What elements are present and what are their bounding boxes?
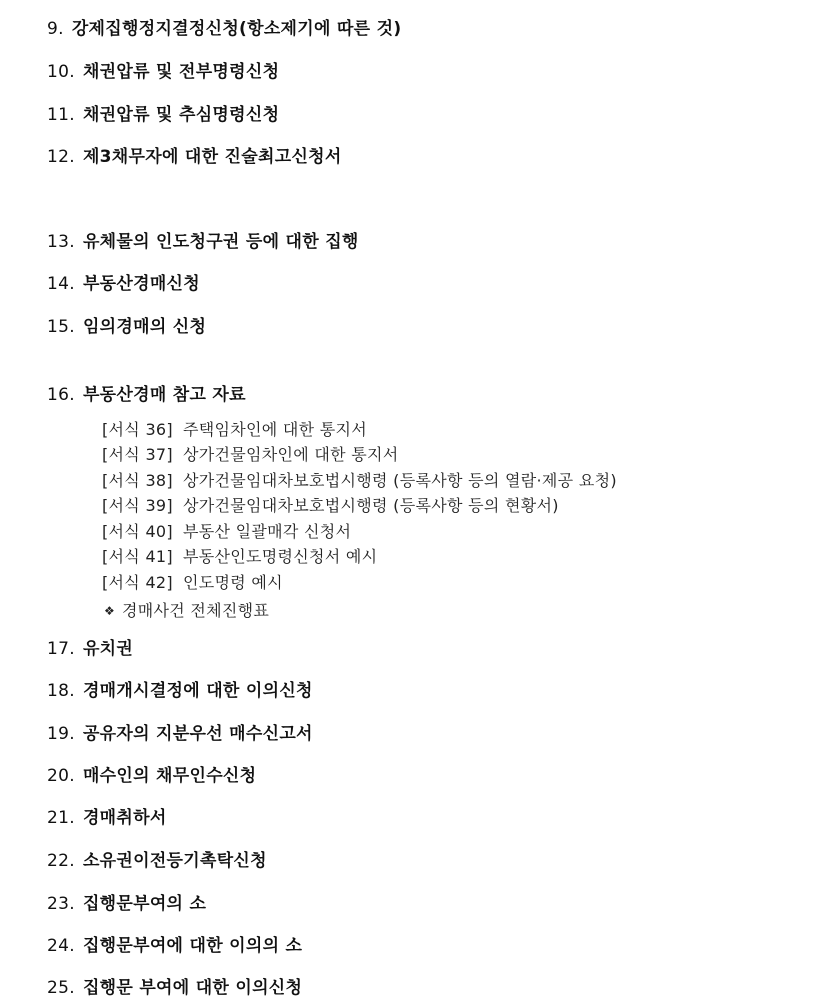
item-number: 24. [47,936,75,956]
item-title: 임의경매의 신청 [82,317,207,337]
item-title: 집행문부여에 대한 이의의 소 [82,936,303,956]
form-item-37 [102,445,399,465]
form-code: [서식 41] [102,547,173,566]
form-title: 상가건물임차인에 대한 통지서 [182,445,399,464]
item-number: 23. [47,894,75,914]
item-title: 집행문부여의 소 [82,894,207,914]
toc-item-24 [47,935,302,957]
item-title: 경매취하서 [82,808,167,828]
item-number: 11. [47,105,75,125]
toc-item-13 [47,231,359,253]
form-title: 부동산인도명령신청서 예시 [182,547,378,566]
item-number: 18. [47,681,75,701]
item-number: 10. [47,62,75,82]
toc-item-17 [47,638,133,660]
form-title: 부동산 일괄매각 신청서 [182,522,352,541]
form-title: 주택임차인에 대한 통지서 [182,420,368,439]
toc-item-11 [47,104,279,126]
item-number: 25. [47,978,75,998]
form-item-40 [102,522,351,542]
item-number: 22. [47,851,75,871]
form-code: [서식 42] [102,573,173,592]
item-title: 채권압류 및 추심명령신청 [82,105,280,125]
item-number: 20. [47,766,75,786]
toc-item-12 [47,146,342,168]
form-code: [서식 37] [102,445,173,464]
item-title: 유체물의 인도청구권 등에 대한 집행 [82,232,359,252]
item-title: 유치권 [82,639,134,659]
toc-item-16 [47,384,246,406]
form-title: 인도명령 예시 [182,573,283,592]
item-title: 제3채무자에 대한 진술최고신청서 [82,147,342,167]
item-number: 19. [47,724,75,744]
toc-item-10 [47,61,279,83]
item-number: 15. [47,317,75,337]
toc-item-15 [47,316,206,338]
item-number: 21. [47,808,75,828]
item-title: 매수인의 채무인수신청 [82,766,257,786]
form-item-42 [102,573,283,593]
bullet-title: 경매사건 전체진행표 [122,601,270,620]
toc-item-25 [47,977,302,999]
item-number: 9. [47,19,64,39]
toc-item-22 [47,850,267,872]
form-title: 상가건물임대차보호법시행령 (등록사항 등의 현황서) [182,496,559,515]
toc-item-19 [47,723,313,745]
diamond-bullet-icon: ❖ [104,604,116,618]
form-item-39 [102,496,559,516]
item-number: 17. [47,639,75,659]
item-number: 16. [47,385,75,405]
toc-item-14 [47,273,200,295]
item-number: 14. [47,274,75,294]
form-item-38 [102,471,617,491]
item-title: 강제집행정지결정신청(항소제기에 따른 것) [71,19,402,39]
item-title: 부동산경매신청 [82,274,200,294]
toc-item-9 [47,18,401,40]
toc-item-20 [47,765,256,787]
form-title: 상가건물임대차보호법시행령 (등록사항 등의 열람·제공 요청) [182,471,617,490]
item-number: 12. [47,147,75,167]
item-title: 공유자의 지분우선 매수신고서 [82,724,313,744]
form-code: [서식 36] [102,420,173,439]
toc-item-18 [47,680,313,702]
item-number: 13. [47,232,75,252]
form-item-36 [102,420,367,440]
item-title: 채권압류 및 전부명령신청 [82,62,280,82]
bullet-item [104,601,269,622]
form-code: [서식 40] [102,522,173,541]
form-code: [서식 38] [102,471,173,490]
toc-item-21 [47,807,167,829]
form-code: [서식 39] [102,496,173,515]
item-title: 경매개시결정에 대한 이의신청 [82,681,313,701]
form-item-41 [102,547,377,567]
item-title: 집행문 부여에 대한 이의신청 [82,978,303,998]
item-title: 소유권이전등기촉탁신청 [82,851,267,871]
toc-item-23 [47,893,206,915]
item-title: 부동산경매 참고 자료 [82,385,246,405]
